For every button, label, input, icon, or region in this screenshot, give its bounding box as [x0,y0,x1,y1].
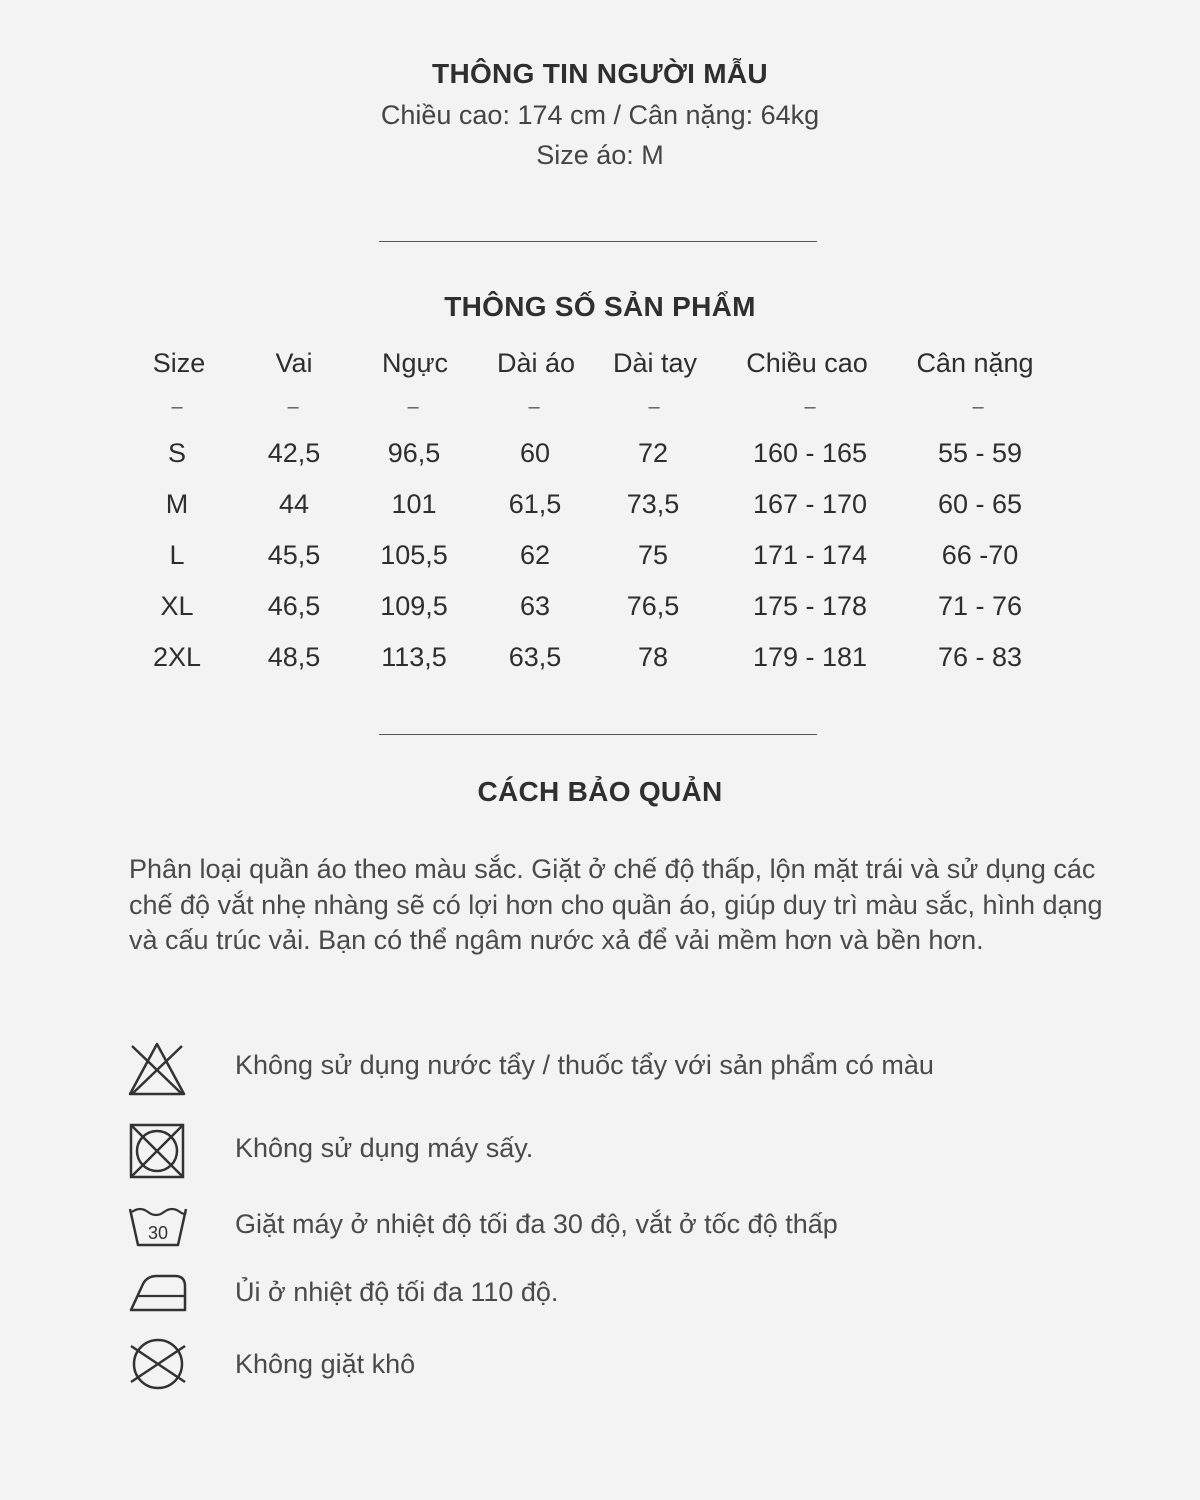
table-cell: M [165,489,189,519]
table-cell: 73,5 [626,489,680,519]
table-cell: 46,5 [267,591,321,621]
care-text: Không sử dụng máy sấy. [235,1133,534,1163]
header-separator: – [287,396,299,418]
model-measurements: Chiều cao: 174 cm / Cân nặng: 64kg [380,100,820,130]
care-text: Giặt máy ở nhiệt độ tối đa 30 độ, vắt ở tốc độ thấp [235,1209,838,1239]
table-row [0,591,1200,631]
table-cell: 76,5 [626,591,680,621]
table-cell: 78 [637,642,669,672]
table-cell: 60 - 65 [937,489,1023,519]
wash-temperature-label: 30 [147,1223,169,1243]
machine-wash-30-icon [127,1203,189,1249]
table-cell: 45,5 [267,540,321,570]
care-title: CÁCH BẢO QUẢN [477,776,723,807]
table-cell: 72 [637,438,669,468]
table-cell: 96,5 [387,438,441,468]
column-header: Dài áo [496,348,576,378]
header-separator: – [804,396,816,418]
table-cell: 101 [391,489,437,519]
table-cell: 113,5 [381,642,447,672]
table-header-row [0,348,1200,388]
care-text: Không sử dụng nước tẩy / thuốc tẩy với sản phẩm có màu [235,1050,934,1080]
no-bleach-icon [126,1040,188,1098]
header-separator: – [407,396,419,418]
column-header: Cân nặng [916,348,1034,378]
care-text: Không giặt khô [235,1349,416,1379]
header-separator: – [648,396,660,418]
table-cell: 55 - 59 [937,438,1023,468]
table-cell: 76 - 83 [937,642,1023,672]
table-cell: XL [160,591,194,621]
divider [379,241,817,242]
table-cell: 75 [637,540,669,570]
table-cell: 63,5 [508,642,562,672]
table-cell: 171 - 174 [752,540,868,570]
header-separator: – [171,396,183,418]
care-description: Phân loại quần áo theo màu sắc. Giặt ở chế độ thấp, lộn mặt trái và sử dụng các chế độ vắt nhẹ nhàng sẽ có lợi hơn cho quần áo, giúp duy trì màu sắc, hình dạng và cấu trúc vải. Bạn có thể ngâm nước xả để vải mềm hơn và bền hơn. [129,854,1103,955]
table-cell: 179 - 181 [752,642,868,672]
table-cell: 167 - 170 [752,489,868,519]
table-cell: 66 -70 [941,540,1019,570]
table-cell: 44 [278,489,310,519]
column-header: Dài tay [612,348,698,378]
table-cell: 48,5 [267,642,321,672]
table-cell: 2XL [152,642,202,672]
iron-icon [127,1272,189,1314]
no-dry-clean-icon [127,1336,189,1392]
table-cell: 175 - 178 [752,591,868,621]
table-cell: 61,5 [508,489,562,519]
size-chart-title: THÔNG SỐ SẢN PHẨM [444,291,756,322]
column-header: Chiều cao [746,348,868,378]
column-header: Vai [275,348,313,378]
table-cell: 109,5 [380,591,448,621]
table-row [0,642,1200,682]
table-cell: 62 [519,540,551,570]
table-cell: 63 [519,591,551,621]
table-cell: 71 - 76 [937,591,1023,621]
table-cell: 60 [519,438,551,468]
table-cell: 105,5 [380,540,448,570]
header-separator-row [0,396,1200,436]
table-row [0,438,1200,478]
header-separator: – [972,396,984,418]
column-header: Size [152,348,206,378]
table-cell: 42,5 [267,438,321,468]
header-separator: – [528,396,540,418]
table-cell: L [169,540,185,570]
care-text: Ủi ở nhiệt độ tối đa 110 độ. [235,1277,559,1307]
table-cell: 160 - 165 [752,438,868,468]
model-size: Size áo: M [536,140,664,170]
column-header: Ngực [381,348,449,378]
model-info-title: THÔNG TIN NGƯỜI MẪU [432,58,768,89]
table-cell: S [167,438,186,468]
table-row [0,540,1200,580]
no-tumble-dry-icon [128,1122,186,1180]
table-row [0,489,1200,529]
divider [379,734,817,735]
